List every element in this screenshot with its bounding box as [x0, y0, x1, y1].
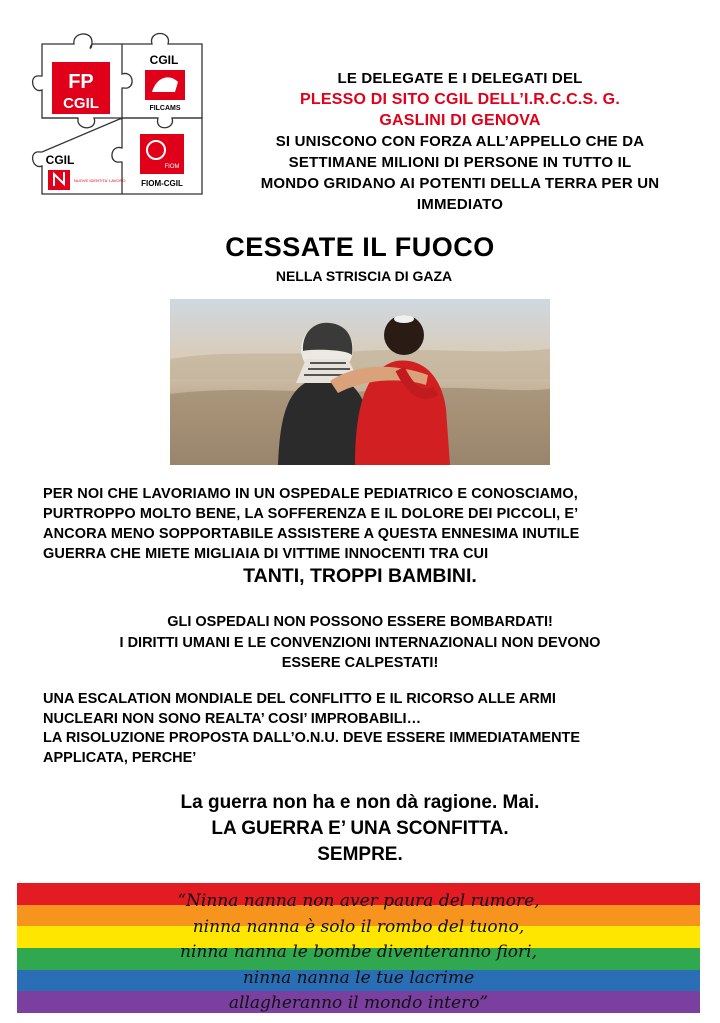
filcams-logo-subtext: FILCAMS: [149, 105, 181, 112]
closing-statement: [0, 790, 720, 868]
kippah-icon: [394, 315, 414, 323]
nidil-logo-text: CGIL: [45, 153, 75, 167]
paragraph-hospital: [43, 484, 683, 564]
poem-line: ninna nanna è solo il rombo del tuono,: [192, 916, 525, 937]
paragraph-escalation: [43, 690, 693, 768]
text-line: NUCLEARI NON SONO REALTA’ COSI’ IMPROBABILI…: [43, 710, 422, 727]
header-line: SETTIMANE MILIONI DI PERSONE IN TUTTO IL: [288, 154, 632, 171]
hospitals-statement: [0, 612, 720, 674]
embracing-boys-photo: [170, 299, 550, 465]
cgil-puzzle-logo: [12, 22, 222, 222]
emphasis-children: TANTI, TROPPI BAMBINI.: [243, 565, 477, 587]
text-line: PER NOI CHE LAVORIAMO IN UN OSPEDALE PEDIATRICO E CONOSCIAMO,: [43, 486, 578, 502]
header-red-line: PLESSO DI SITO CGIL DELL’I.R.C.C.S. G.: [300, 91, 620, 108]
text-line: UNA ESCALATION MONDIALE DEL CONFLITTO E IL RICORSO ALLE ARMI: [43, 691, 556, 707]
text-line: GLI OSPEDALI NON POSSONO ESSERE BOMBARDATI!: [167, 614, 553, 630]
text-line: GUERRA CHE MIETE MIGLIAIA DI VITTIME INNOCENTI TRA CUI: [43, 546, 489, 562]
nidil-logo-subtext: NUOVE IDENTITA' LAVORO: [74, 178, 126, 183]
header-red-line: GASLINI DI GENOVA: [379, 112, 541, 129]
text-line: ANCORA MENO SOPPORTABILE ASSISTERE A QUESTA ENNESIMA INUTILE: [43, 526, 580, 542]
poem-line: ninna nanna le bombe diventeranno fiori,: [180, 942, 537, 962]
text-line: LA GUERRA E’ UNA SCONFITTA.: [211, 818, 509, 839]
text-line: SEMPRE.: [317, 844, 403, 865]
fp-logo-text: FP: [68, 71, 94, 93]
fiom-inner-text: FIOM: [164, 164, 180, 170]
header-line: SI UNISCONO CON FORZA ALL’APPELLO CHE DA: [275, 133, 645, 150]
text-line: PURTROPPO MOLTO BENE, LA SOFFERENZA E IL DOLORE DEI PICCOLI, E’: [43, 506, 579, 522]
fiom-logo-text: FIOM-CGIL: [141, 179, 183, 188]
header-statement: [225, 68, 695, 215]
poem-line: allagheranno il mondo intero”: [228, 993, 489, 1013]
fp-logo-subtext: CGIL: [63, 95, 99, 112]
page-subtitle: NELLA STRISCIA DI GAZA: [275, 268, 453, 284]
header-line: IMMEDIATO: [416, 196, 504, 213]
poem-line: “Ninna nanna non aver paura del rumore,: [177, 891, 540, 911]
page-title: CESSATE IL FUOCO: [225, 232, 495, 262]
text-line: LA RISOLUZIONE PROPOSTA DALL’O.N.U. DEVE ESSERE IMMEDIATAMENTE: [43, 730, 581, 746]
text-line: I DIRITTI UMANI E LE CONVENZIONI INTERNAZIONALI NON DEVONO: [119, 634, 601, 651]
lullaby-poem: [17, 889, 700, 1017]
text-line: ESSERE CALPESTATI!: [281, 655, 439, 671]
filcams-logo-text: CGIL: [149, 53, 179, 67]
rainbow-flag-poem: [17, 883, 700, 1013]
header-line: LE DELEGATE E I DELEGATI DEL: [337, 70, 583, 87]
header-line: MONDO GRIDANO AI POTENTI DELLA TERRA PER UN: [260, 175, 660, 192]
poem-line: ninna nanna le tue lacrime: [242, 967, 475, 988]
text-line: La guerra non ha e non dà ragione. Mai.: [180, 792, 540, 813]
text-line: APPLICATA, PERCHE’: [43, 749, 197, 766]
